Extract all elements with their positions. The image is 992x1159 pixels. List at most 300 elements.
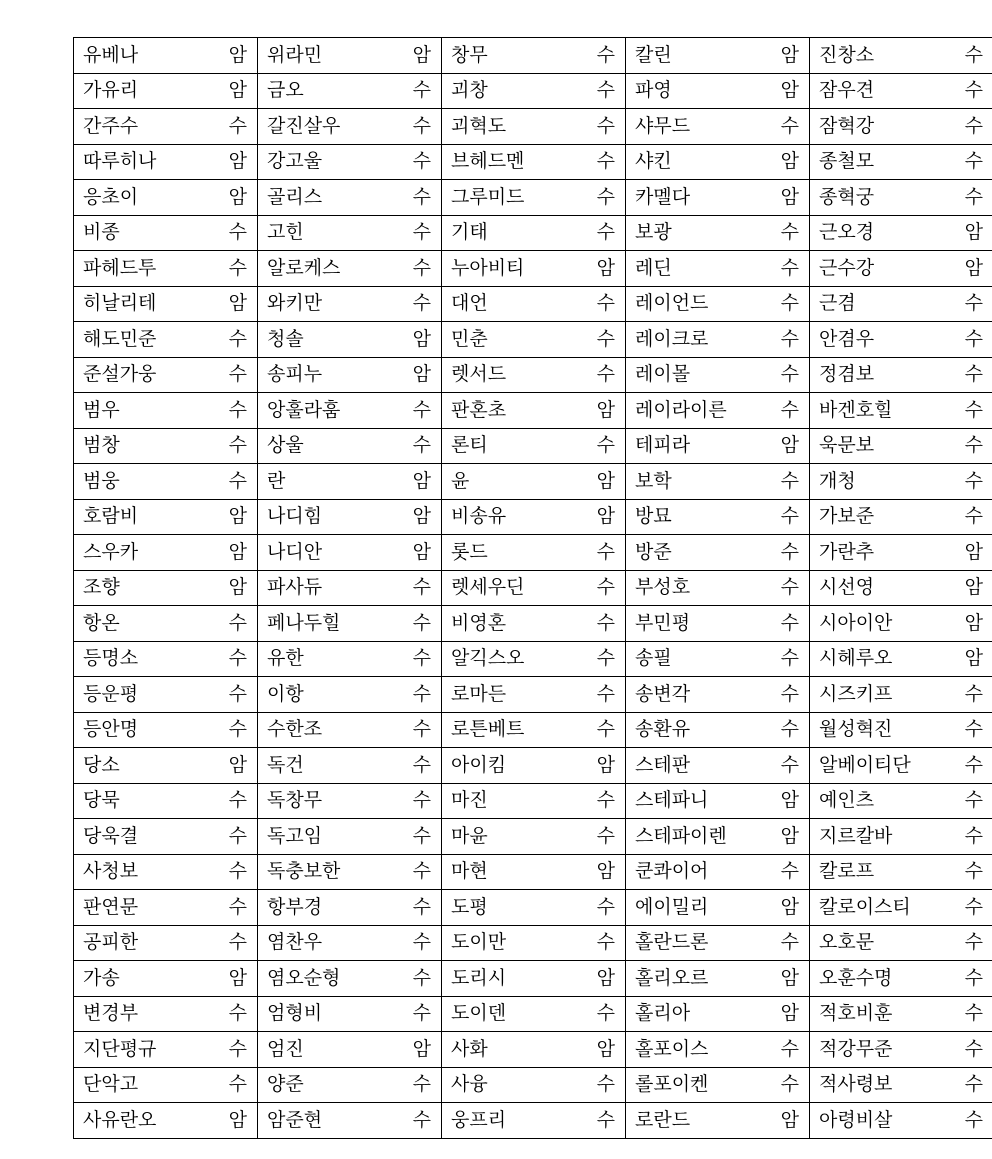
table-row: [74, 890, 992, 926]
gender-cell: 수: [765, 322, 810, 358]
name-cell: 아이킴: [442, 748, 582, 784]
table-row: [74, 1067, 992, 1103]
name-cell: 레이라이른: [626, 393, 766, 429]
name-cell: 부성호: [626, 570, 766, 606]
name-cell: 부민평: [626, 606, 766, 642]
gender-cell: 수: [765, 1032, 810, 1068]
table-row: [74, 1032, 992, 1068]
gender-cell: 수: [949, 322, 992, 358]
gender-cell: 수: [949, 73, 992, 109]
name-cell: 웅프리: [442, 1103, 582, 1139]
gender-cell: 암: [581, 499, 626, 535]
name-cell: 롤포이켄: [626, 1067, 766, 1103]
gender-cell: 수: [581, 712, 626, 748]
name-cell: 레이언드: [626, 286, 766, 322]
name-cell: 욱문보: [810, 428, 950, 464]
name-cell: 카멜다: [626, 180, 766, 216]
gender-cell: 수: [765, 854, 810, 890]
gender-cell: 수: [397, 996, 442, 1032]
name-cell: 갈진살우: [258, 109, 398, 145]
table-row: [74, 180, 992, 216]
name-cell: 홀란드론: [626, 925, 766, 961]
gender-cell: 수: [765, 393, 810, 429]
table-row: [74, 677, 992, 713]
gender-cell: 수: [397, 286, 442, 322]
name-cell: 송필: [626, 641, 766, 677]
gender-cell: 암: [765, 890, 810, 926]
gender-cell: 암: [949, 641, 992, 677]
gender-cell: 암: [765, 783, 810, 819]
name-cell: 당묵: [74, 783, 214, 819]
gender-cell: 암: [765, 1103, 810, 1139]
name-cell: 샤킨: [626, 144, 766, 180]
name-cell: 사유란오: [74, 1103, 214, 1139]
name-cell: 당소: [74, 748, 214, 784]
gender-cell: 암: [765, 144, 810, 180]
name-cell: 안겸우: [810, 322, 950, 358]
name-cell: 송변각: [626, 677, 766, 713]
gender-cell: 수: [213, 215, 258, 251]
gender-cell: 수: [397, 890, 442, 926]
gender-cell: 수: [949, 1103, 992, 1139]
table-row: [74, 996, 992, 1032]
gender-cell: 수: [213, 393, 258, 429]
name-cell: 금오: [258, 73, 398, 109]
gender-cell: 암: [213, 570, 258, 606]
name-cell: 스테파이렌: [626, 819, 766, 855]
name-cell: 적강무준: [810, 1032, 950, 1068]
table-row: [74, 428, 992, 464]
name-cell: 등명소: [74, 641, 214, 677]
gender-cell: 수: [765, 464, 810, 500]
gender-cell: 암: [213, 286, 258, 322]
name-cell: 준설가웅: [74, 357, 214, 393]
gender-cell: 수: [581, 1067, 626, 1103]
name-cell: 쿤콰이어: [626, 854, 766, 890]
gender-cell: 수: [581, 180, 626, 216]
name-cell: 히날리테: [74, 286, 214, 322]
name-cell: 보학: [626, 464, 766, 500]
gender-cell: 암: [765, 73, 810, 109]
gender-cell: 수: [581, 783, 626, 819]
gender-cell: 암: [213, 535, 258, 571]
gender-cell: 수: [213, 890, 258, 926]
name-cell: 렛서드: [442, 357, 582, 393]
table-row: [74, 783, 992, 819]
name-cell: 민춘: [442, 322, 582, 358]
gender-cell: 수: [765, 499, 810, 535]
gender-cell: 수: [397, 73, 442, 109]
table-row: [74, 393, 992, 429]
name-cell: 테피라: [626, 428, 766, 464]
name-cell: 단악고: [74, 1067, 214, 1103]
table-row: [74, 499, 992, 535]
gender-cell: 수: [581, 322, 626, 358]
gender-cell: 수: [949, 677, 992, 713]
name-cell: 강고울: [258, 144, 398, 180]
name-cell: 상울: [258, 428, 398, 464]
gender-cell: 수: [581, 215, 626, 251]
name-cell: 도이덴: [442, 996, 582, 1032]
table-row: [74, 712, 992, 748]
gender-cell: 수: [397, 144, 442, 180]
name-cell: 괴창: [442, 73, 582, 109]
gender-cell: 수: [765, 606, 810, 642]
gender-cell: 수: [765, 535, 810, 571]
name-cell: 범웅: [74, 464, 214, 500]
gender-cell: 수: [213, 996, 258, 1032]
name-cell: 정겸보: [810, 357, 950, 393]
name-cell: 독고임: [258, 819, 398, 855]
name-cell: 근오경: [810, 215, 950, 251]
name-cell: 와키만: [258, 286, 398, 322]
gender-cell: 수: [765, 251, 810, 287]
name-cell: 로마든: [442, 677, 582, 713]
name-cell: 엄진: [258, 1032, 398, 1068]
gender-cell: 수: [397, 215, 442, 251]
name-cell: 도이만: [442, 925, 582, 961]
name-cell: 해도민준: [74, 322, 214, 358]
name-cell: 페나두힐: [258, 606, 398, 642]
name-cell: 등안명: [74, 712, 214, 748]
gender-cell: 수: [581, 38, 626, 74]
name-cell: 사화: [442, 1032, 582, 1068]
gender-cell: 수: [581, 641, 626, 677]
name-cell: 파헤드투: [74, 251, 214, 287]
name-cell: 유한: [258, 641, 398, 677]
name-cell: 공피한: [74, 925, 214, 961]
gender-cell: 수: [397, 180, 442, 216]
gender-cell: 수: [213, 641, 258, 677]
gender-cell: 암: [765, 180, 810, 216]
name-cell: 브헤드멘: [442, 144, 582, 180]
gender-cell: 수: [397, 251, 442, 287]
table-row: [74, 819, 992, 855]
name-cell: 종혁궁: [810, 180, 950, 216]
gender-cell: 수: [765, 357, 810, 393]
table-row: [74, 606, 992, 642]
gender-cell: 수: [765, 925, 810, 961]
name-cell: 개청: [810, 464, 950, 500]
gender-cell: 암: [765, 996, 810, 1032]
name-cell: 조향: [74, 570, 214, 606]
table-row: [74, 322, 992, 358]
gender-cell: 암: [397, 322, 442, 358]
name-cell: 항온: [74, 606, 214, 642]
name-cell: 파영: [626, 73, 766, 109]
gender-cell: 수: [949, 854, 992, 890]
gender-cell: 수: [765, 641, 810, 677]
gender-cell: 암: [949, 251, 992, 287]
table-row: [74, 357, 992, 393]
gender-cell: 암: [581, 748, 626, 784]
gender-cell: 수: [949, 961, 992, 997]
gender-cell: 수: [581, 73, 626, 109]
name-cell: 마현: [442, 854, 582, 890]
name-cell: 괴혁도: [442, 109, 582, 145]
name-cell: 레딘: [626, 251, 766, 287]
name-cell: 염찬우: [258, 925, 398, 961]
name-cell: 보광: [626, 215, 766, 251]
name-cell: 레이크로: [626, 322, 766, 358]
name-cell: 가유리: [74, 73, 214, 109]
gender-cell: 수: [765, 215, 810, 251]
gender-cell: 수: [765, 570, 810, 606]
name-cell: 엄형비: [258, 996, 398, 1032]
name-cell: 마진: [442, 783, 582, 819]
gender-cell: 수: [397, 570, 442, 606]
name-cell: 홀리오르: [626, 961, 766, 997]
name-cell: 시헤루오: [810, 641, 950, 677]
gender-cell: 암: [213, 961, 258, 997]
gender-cell: 수: [949, 357, 992, 393]
gender-cell: 수: [397, 677, 442, 713]
name-cell: 홀리아: [626, 996, 766, 1032]
name-cell: 근겸: [810, 286, 950, 322]
gender-cell: 수: [397, 393, 442, 429]
gender-cell: 수: [213, 109, 258, 145]
name-cell: 파사듀: [258, 570, 398, 606]
name-cell: 호람비: [74, 499, 214, 535]
gender-cell: 수: [397, 606, 442, 642]
name-cell: 이항: [258, 677, 398, 713]
gender-cell: 암: [765, 428, 810, 464]
table-row: [74, 38, 992, 74]
gender-cell: 수: [397, 1067, 442, 1103]
gender-cell: 수: [397, 641, 442, 677]
name-cell: 론티: [442, 428, 582, 464]
name-cell: 샤무드: [626, 109, 766, 145]
name-cell: 청솔: [258, 322, 398, 358]
name-cell: 잠우견: [810, 73, 950, 109]
gender-cell: 수: [213, 357, 258, 393]
gender-cell: 암: [765, 38, 810, 74]
gender-cell: 수: [397, 712, 442, 748]
gender-cell: 수: [949, 890, 992, 926]
name-cell: 윤: [442, 464, 582, 500]
gender-cell: 암: [397, 464, 442, 500]
gender-cell: 수: [213, 1032, 258, 1068]
name-cell: 대언: [442, 286, 582, 322]
name-cell: 칼로이스티: [810, 890, 950, 926]
gender-cell: 수: [949, 38, 992, 74]
table-row: [74, 109, 992, 145]
gender-cell: 수: [765, 1067, 810, 1103]
name-table: [73, 37, 992, 1139]
gender-cell: 암: [397, 38, 442, 74]
name-cell: 종철모: [810, 144, 950, 180]
name-cell: 가송: [74, 961, 214, 997]
gender-cell: 수: [397, 1103, 442, 1139]
name-cell: 스테파니: [626, 783, 766, 819]
gender-cell: 수: [949, 393, 992, 429]
gender-cell: 수: [581, 428, 626, 464]
gender-cell: 수: [213, 428, 258, 464]
name-cell: 로튼베트: [442, 712, 582, 748]
gender-cell: 수: [213, 464, 258, 500]
name-cell: 오훈수명: [810, 961, 950, 997]
name-cell: 예인츠: [810, 783, 950, 819]
name-cell: 스우카: [74, 535, 214, 571]
name-cell: 마윤: [442, 819, 582, 855]
name-cell: 바겐호힐: [810, 393, 950, 429]
table-row: [74, 535, 992, 571]
name-cell: 란: [258, 464, 398, 500]
name-cell: 오호문: [810, 925, 950, 961]
name-cell: 스테판: [626, 748, 766, 784]
gender-cell: 수: [397, 428, 442, 464]
gender-cell: 수: [949, 1067, 992, 1103]
gender-cell: 암: [581, 854, 626, 890]
table-row: [74, 215, 992, 251]
name-cell: 알베이티단: [810, 748, 950, 784]
gender-cell: 수: [949, 748, 992, 784]
gender-cell: 수: [213, 606, 258, 642]
gender-cell: 수: [213, 677, 258, 713]
name-cell: 송환유: [626, 712, 766, 748]
name-cell: 잠혁강: [810, 109, 950, 145]
gender-cell: 수: [949, 783, 992, 819]
gender-cell: 수: [949, 464, 992, 500]
name-cell: 염오순형: [258, 961, 398, 997]
gender-cell: 암: [213, 180, 258, 216]
name-cell: 판혼초: [442, 393, 582, 429]
gender-cell: 수: [213, 251, 258, 287]
name-cell: 월성혁진: [810, 712, 950, 748]
gender-cell: 수: [397, 854, 442, 890]
name-cell: 지르칼바: [810, 819, 950, 855]
gender-cell: 수: [581, 925, 626, 961]
gender-cell: 암: [213, 73, 258, 109]
gender-cell: 암: [397, 535, 442, 571]
gender-cell: 수: [949, 996, 992, 1032]
gender-cell: 암: [213, 38, 258, 74]
name-cell: 간주수: [74, 109, 214, 145]
gender-cell: 수: [213, 783, 258, 819]
gender-cell: 수: [581, 286, 626, 322]
name-cell: 당욱결: [74, 819, 214, 855]
name-cell: 앙훌라훔: [258, 393, 398, 429]
gender-cell: 수: [581, 819, 626, 855]
gender-cell: 수: [765, 748, 810, 784]
gender-cell: 수: [397, 783, 442, 819]
table-row: [74, 286, 992, 322]
gender-cell: 수: [213, 322, 258, 358]
name-cell: 비영혼: [442, 606, 582, 642]
name-cell: 누아비티: [442, 251, 582, 287]
gender-cell: 수: [397, 748, 442, 784]
gender-cell: 암: [397, 499, 442, 535]
gender-cell: 수: [765, 712, 810, 748]
gender-cell: 수: [213, 712, 258, 748]
name-cell: 비종: [74, 215, 214, 251]
name-cell: 시즈키프: [810, 677, 950, 713]
gender-cell: 수: [949, 286, 992, 322]
gender-cell: 수: [581, 606, 626, 642]
gender-cell: 암: [213, 1103, 258, 1139]
name-cell: 따루히나: [74, 144, 214, 180]
gender-cell: 암: [949, 606, 992, 642]
name-cell: 롯드: [442, 535, 582, 571]
gender-cell: 수: [581, 109, 626, 145]
gender-cell: 수: [213, 854, 258, 890]
name-cell: 변경부: [74, 996, 214, 1032]
name-cell: 도평: [442, 890, 582, 926]
name-cell: 시아이안: [810, 606, 950, 642]
table-row: [74, 748, 992, 784]
name-cell: 유베나: [74, 38, 214, 74]
gender-cell: 암: [581, 464, 626, 500]
gender-cell: 수: [949, 819, 992, 855]
name-cell: 창무: [442, 38, 582, 74]
name-cell: 아령비살: [810, 1103, 950, 1139]
name-cell: 범우: [74, 393, 214, 429]
name-table-body: [74, 38, 992, 1139]
gender-cell: 수: [765, 286, 810, 322]
gender-cell: 암: [581, 961, 626, 997]
name-cell: 나디힘: [258, 499, 398, 535]
gender-cell: 수: [581, 357, 626, 393]
name-cell: 판연문: [74, 890, 214, 926]
table-row: [74, 854, 992, 890]
name-cell: 응초이: [74, 180, 214, 216]
gender-cell: 수: [765, 677, 810, 713]
name-cell: 수한조: [258, 712, 398, 748]
gender-cell: 암: [213, 748, 258, 784]
gender-cell: 수: [949, 109, 992, 145]
gender-cell: 수: [949, 925, 992, 961]
gender-cell: 수: [949, 428, 992, 464]
gender-cell: 암: [949, 570, 992, 606]
name-cell: 진창소: [810, 38, 950, 74]
name-cell: 방준: [626, 535, 766, 571]
name-cell: 나디안: [258, 535, 398, 571]
gender-cell: 수: [213, 925, 258, 961]
name-cell: 기태: [442, 215, 582, 251]
name-cell: 독충보한: [258, 854, 398, 890]
name-cell: 범창: [74, 428, 214, 464]
gender-cell: 수: [397, 109, 442, 145]
name-cell: 적호비훈: [810, 996, 950, 1032]
name-cell: 사청보: [74, 854, 214, 890]
gender-cell: 수: [581, 144, 626, 180]
gender-cell: 수: [949, 499, 992, 535]
gender-cell: 암: [213, 499, 258, 535]
table-row: [74, 641, 992, 677]
table-row: [74, 570, 992, 606]
gender-cell: 암: [581, 393, 626, 429]
name-cell: 지단평규: [74, 1032, 214, 1068]
name-cell: 등운평: [74, 677, 214, 713]
gender-cell: 수: [949, 712, 992, 748]
name-cell: 방묘: [626, 499, 766, 535]
name-cell: 고힌: [258, 215, 398, 251]
gender-cell: 수: [397, 925, 442, 961]
name-cell: 독건: [258, 748, 398, 784]
name-cell: 위라민: [258, 38, 398, 74]
table-row: [74, 144, 992, 180]
name-cell: 그루미드: [442, 180, 582, 216]
gender-cell: 암: [397, 357, 442, 393]
name-cell: 가보준: [810, 499, 950, 535]
name-cell: 항부경: [258, 890, 398, 926]
name-cell: 양준: [258, 1067, 398, 1103]
gender-cell: 수: [397, 961, 442, 997]
gender-cell: 수: [397, 819, 442, 855]
name-cell: 사융: [442, 1067, 582, 1103]
gender-cell: 암: [581, 251, 626, 287]
table-row: [74, 1103, 992, 1139]
